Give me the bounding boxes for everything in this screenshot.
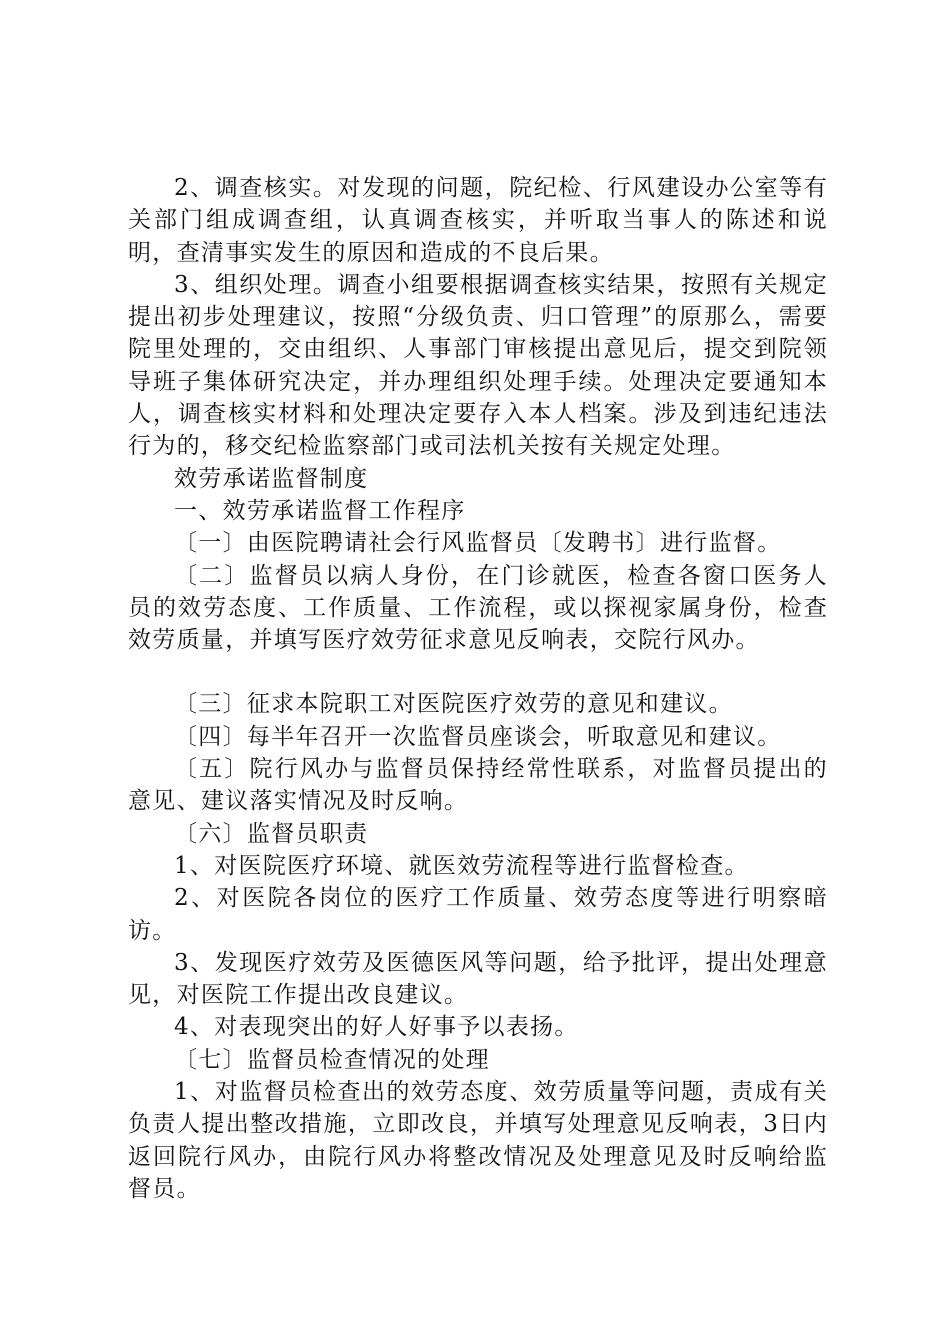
list-item: 4、对表现突出的好人好事予以表扬。 bbox=[174, 1014, 579, 1041]
list-item: 1、对医院医疗环境、就医效劳流程等进行监督检查。 bbox=[174, 852, 749, 879]
list-item: 1、对监督员检查出的效劳态度、效劳质量等问题，责成有关负责人提出整改措施，立即改良，并填写处理意见反响表，3日内返回院行风办，由院行风办将整改情况及处理意见及时反响给监督员。 bbox=[128, 1079, 828, 1202]
list-item: 〔二〕监督员以病人身份，在门诊就医，检查各窗口医务人员的效劳态度、工作质量、工作流程，或以探视家属身份，检查效劳质量，并填写医疗效劳征求意见反响表，交院行风办。 bbox=[128, 562, 828, 654]
heading-work-procedure: 一、效劳承诺监督工作程序 bbox=[174, 497, 466, 524]
list-item: 〔三〕征求本院职工对医院医疗效劳的意见和建议。 bbox=[174, 691, 733, 718]
document-body bbox=[128, 172, 828, 1205]
heading-supervisor-duties: 〔六〕监督员职责 bbox=[174, 820, 369, 847]
list-item: 〔五〕院行风办与监督员保持经常性联系，对监督员提出的意见、建议落实情况及时反响。 bbox=[128, 756, 828, 815]
heading-inspection-handling: 〔七〕监督员检查情况的处理 bbox=[174, 1046, 490, 1073]
list-item: 〔四〕每半年召开一次监督员座谈会，听取意见和建议。 bbox=[174, 723, 782, 750]
list-item: 〔一〕由医院聘请社会行风监督员〔发聘书〕进行监督。 bbox=[174, 530, 782, 557]
list-item: 3、发现医疗效劳及医德医风等问题，给予批评，提出处理意见，对医院工作提出改良建议。 bbox=[128, 949, 828, 1009]
section-title-service-commitment: 效劳承诺监督制度 bbox=[174, 465, 369, 492]
paragraph-organizational-handling: 3、组织处理。调查小组要根据调查核实结果，按照有关规定提出初步处理建议，按照“分级负责、归口管理”的原那么，需要院里处理的，交由组织、人事部门审核提出意见后，提交到院领导班子集体研究决定，并办理组织处理手续。处理决定要通知本人，调查核实材料和处理决定要存入本人档案。涉及到违纪违法行为的，移交纪检监察部门或司法机关按有关规定处理。 bbox=[128, 271, 828, 460]
list-item: 2、对医院各岗位的医疗工作质量、效劳态度等进行明察暗访。 bbox=[128, 885, 828, 944]
paragraph-investigation: 2、调查核实。对发现的问题，院纪检、行风建设办公室等有关部门组成调查组，认真调查核实，并听取当事人的陈述和说明，查清事实发生的原因和造成的不良后果。 bbox=[128, 175, 828, 266]
